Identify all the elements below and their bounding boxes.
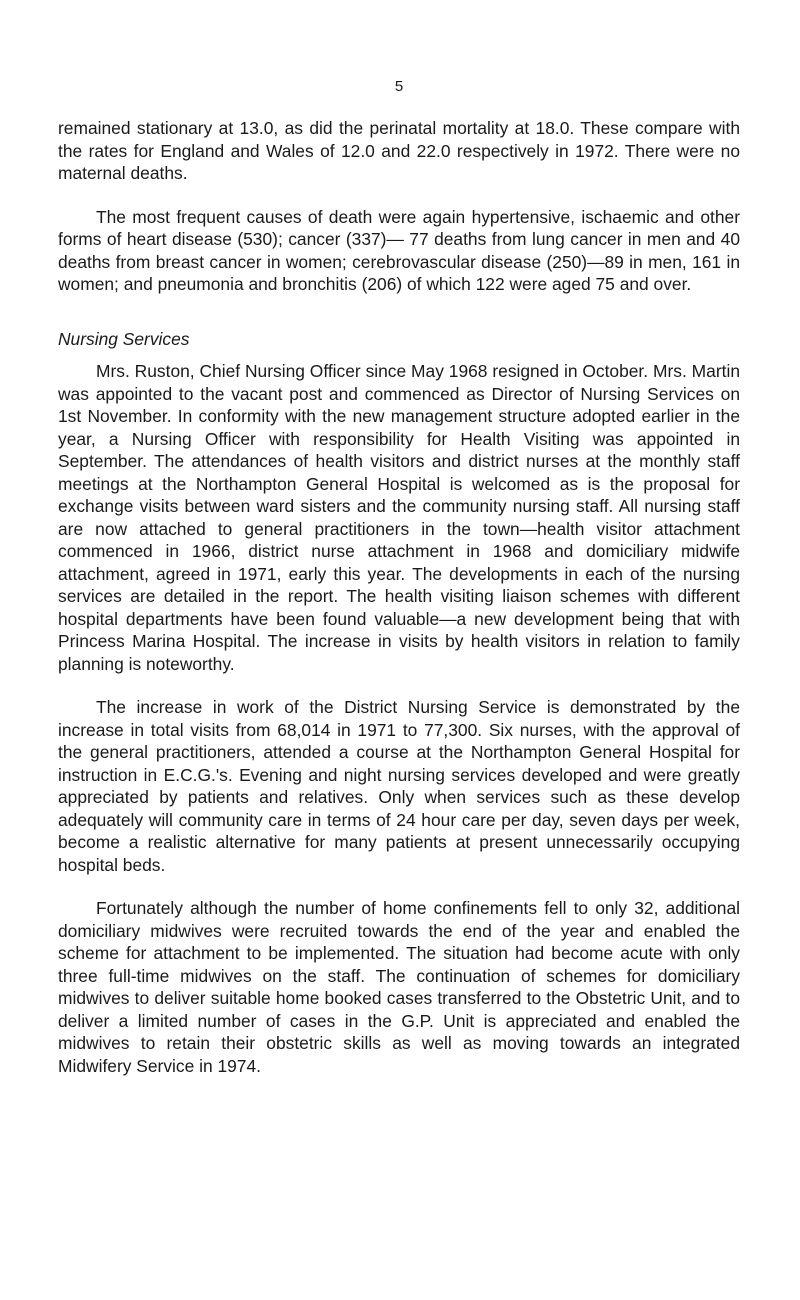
paragraph-district-nursing: The increase in work of the District Nursing Service is demonstrated by the increase in total visits from 68,014 in 1971 to 77,300. Six nurses, with the approval of the general practitioners, attended a course at the Northampton General Hospital for instruction in E.C.G.'s. Evening and night nursing services developed and were greatly appreciated by patients and relatives. Only when services such as these develop adequately will community care in terms of 24 hour care per day, seven days per week, become a realistic alternative for many patients at present unnecessarily occupying hospital beds. (58, 697, 740, 875)
paragraph-midwifery: Fortunately although the number of home confinements fell to only 32, additional domiciliary midwives were recruited towards the end of the year and enabled the scheme for attachment to be implemented. The situation had become acute with only three full-time midwives on the staff. The continuation of schemes for domiciliary midwives to deliver suitable home booked cases transferred to the Obstetric Unit, and to deliver a limited number of cases in the G.P. Unit is appreciated and enabled the midwives to retain their obstetric skills as well as moving towards an integrated Midwifery Service in 1974. (58, 898, 740, 1076)
paragraph-mortality-rates: remained stationary at 13.0, as did the perinatal mortality at 18.0. These compare with the rates for England and Wales of 12.0 and 22.0 respectively in 1972. There were no maternal deaths. (58, 118, 740, 183)
paragraph-nursing-officer: Mrs. Ruston, Chief Nursing Officer since May 1968 resigned in October. Mrs. Martin was appointed to the vacant post and commenced as Director of Nursing Services on 1st November. In conformity with the new management structure adopted earlier in the year, a Nursing Officer with responsibility for Health Visiting was appointed in September. The attendances of health visitors and district nurses at the monthly staff meetings at the Northampton General Hospital is welcomed as is the proposal for exchange visits between ward sisters and the community nursing staff. All nursing staff are now attached to general practitioners in the town—health visitor attachment commenced in 1966, district nurse attachment in 1968 and domiciliary midwife attachment, agreed in 1971, early this year. The developments in each of the nursing services are detailed in the report. The health visiting liaison schemes with different hospital departments have been found valuable—a new development being that with Princess Marina Hospital. The increase in visits by health visitors in relation to family planning is noteworthy. (58, 361, 740, 674)
section-heading-nursing-services: Nursing Services (58, 328, 190, 349)
paragraph-causes-of-death: The most frequent causes of death were again hypertensive, ischaemic and other forms of heart disease (530); cancer (337)— 77 deaths from lung cancer in men and 40 deaths from breast cancer in women; cerebrovascular disease (250)—89 in men, 161 in women; and pneumonia and bronchitis (206) of which 122 were aged 75 and over. (58, 206, 740, 294)
document-page (58, 78, 740, 1098)
page-number: 5 (394, 78, 404, 95)
